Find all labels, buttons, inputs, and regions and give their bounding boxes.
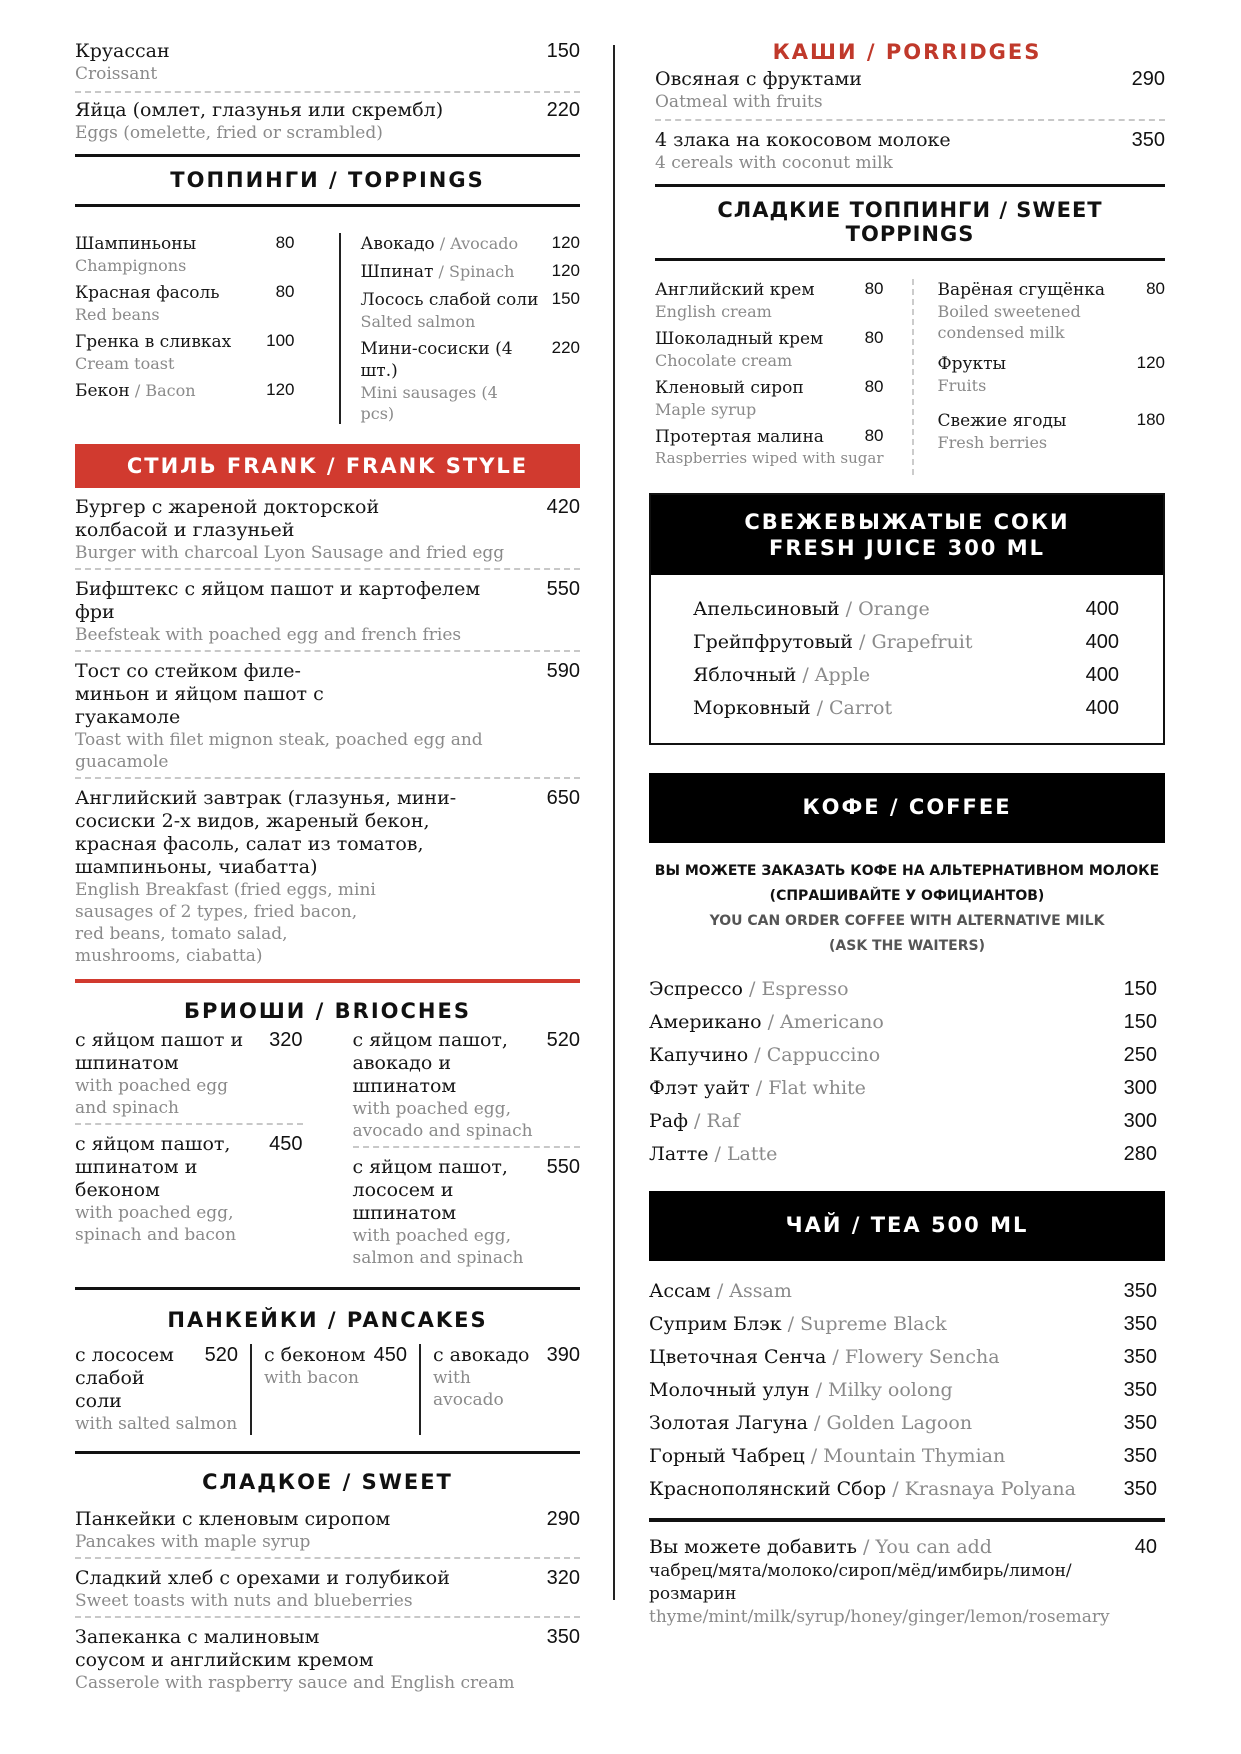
menu-item [75,496,580,570]
item-name-ru: Тост со стейком филе-миньон и яйцом пашот с гуакамоле [75,660,324,728]
item-name-en: English cream [655,302,772,321]
topping-item: Шпинат / Spinach 120 [360,261,580,282]
item-name-ru: Эспрессо [649,978,743,1000]
item-name-en: Pancakes with maple syrup [75,1532,311,1552]
menu-item [75,1029,303,1125]
menu-item [75,1344,252,1435]
item-price: 80 [275,233,295,252]
menu-item: Американо / Americano 150 [649,1006,1157,1039]
menu-item [75,40,580,93]
pancakes-row [75,1344,580,1435]
item-name-en: Bacon [145,381,196,400]
item-price: 350 [1123,1379,1157,1401]
topping-item [75,282,295,325]
item-price: 400 [1085,697,1119,719]
item-name-en: Toast with filet mignon steak, poached egg and guacamole [75,730,483,772]
item-price: 650 [546,787,580,809]
menu-item [421,1344,580,1435]
item-price: 280 [1123,1143,1157,1165]
menu-item: Морковный / Carrot 400 [693,692,1119,725]
item-name-ru: Бургер с жареной докторской колбасой и глазуньей [75,496,380,541]
juice-title-ru: СВЕЖЕВЫЖАТЫЕ СОКИ [744,510,1070,534]
menu-item [75,652,580,779]
item-price: 300 [1123,1077,1157,1099]
item-price: 350 [546,1626,580,1648]
item-name-en: 4 cereals with coconut milk [655,153,893,173]
item-price: 150 [1123,1011,1157,1033]
item-name-ru: Флэт уайт [649,1077,750,1099]
item-name-ru: Молочный улун [649,1379,810,1401]
item-name-en: Flat white [768,1077,866,1099]
item-price: 250 [1123,1044,1157,1066]
topping-item: Авокадо / Avocado 120 [360,233,580,254]
item-name-ru: с лососем слабой соли [75,1344,174,1412]
item-price: 290 [546,1508,580,1530]
item-name-ru: Латте [649,1143,709,1165]
brioches-col-1 [75,1029,353,1273]
item-name-ru: Горный Чабрец [649,1445,805,1467]
item-name-ru: с яйцом пашот, лососем и шпинатом [352,1156,508,1224]
topping-item [361,338,581,424]
coffee-note-ru-2: (СПРАШИВАЙТЕ У ОФИЦИАНТОВ) [769,888,1045,904]
item-name-ru: Бифштекс с яйцом пашот и картофелем фри [75,578,481,623]
menu-item [75,1508,580,1559]
item-name-ru: Шпинат [360,262,434,282]
addon-list-ru: чабрец/мята/молоко/сироп/мёд/имбирь/лимон/розмарин [649,1561,1072,1604]
item-name-en: Croissant [75,64,158,84]
item-name-ru: Морковный [693,697,811,719]
section-title-juice [651,495,1163,575]
item-name-en: Chocolate cream [655,351,793,370]
coffee-note-en-1: YOU CAN ORDER COFFEE WITH ALTERNATIVE MILK [709,913,1105,929]
topping-item [655,426,884,469]
item-name-en: Mini sausages (4 pcs) [360,383,498,423]
item-name-ru: с яйцом пашот, шпинатом и беконом [75,1133,231,1201]
sweet-toppings-col-2 [914,279,1166,475]
item-name-ru: Золотая Лагуна [649,1412,808,1434]
item-price: 220 [546,99,580,121]
menu-item: Апельсиновый / Orange 400 [693,593,1119,626]
coffee-items [649,973,1165,1171]
item-price: 100 [266,331,295,350]
item-name-en: Milky oolong [828,1379,953,1401]
menu-item: Горный Чабрец / Mountain Thymian 350 [649,1440,1157,1473]
section-title-pancakes: ПАНКЕЙКИ / PANCAKES [75,1287,580,1336]
menu-item [75,570,580,652]
item-name-ru: Мини-сосиски (4 шт.) [360,339,513,381]
item-price: 400 [1085,598,1119,620]
item-price: 350 [1123,1478,1157,1500]
menu-item [353,1029,581,1148]
sweet-items [75,1508,580,1698]
item-name-ru: Красная фасоль [75,283,220,303]
column-divider [613,45,615,1600]
toppings-grid [75,233,580,430]
item-name-ru: Ассам [649,1280,711,1302]
section-title-toppings: ТОППИНГИ / TOPPINGS [75,154,580,207]
item-price: 80 [1146,279,1165,298]
item-price: 350 [1123,1346,1157,1368]
item-name-en: with poached egg and spinach [75,1076,229,1118]
item-price: 290 [1131,68,1165,90]
menu-item [75,1125,303,1250]
menu-item [353,1148,581,1273]
topping-item [75,233,295,276]
item-name-en: Raf [706,1110,740,1132]
topping-item [75,331,295,374]
section-title-frank: СТИЛЬ FRANK / FRANK STYLE [75,444,580,488]
item-price: 520 [546,1029,580,1051]
item-name-ru: Раф [649,1110,688,1132]
item-name-ru: Лосось слабой соли [360,290,539,310]
item-price: 400 [1085,664,1119,686]
addon-line: Вы можете добавить / You can add 40 [649,1536,1157,1558]
item-name-en: Burger with charcoal Lyon Sausage and fried egg [75,543,505,563]
item-name-en: Apple [814,664,871,686]
item-name-en: Espresso [761,978,849,1000]
item-name-en: with poached egg, spinach and bacon [75,1203,237,1245]
item-name-ru: Апельсиновый [693,598,840,620]
item-price: 390 [546,1344,580,1366]
item-name-en: Flowery Sencha [844,1346,1000,1368]
item-name-en: Mountain Thymian [823,1445,1006,1467]
item-name-ru: Бекон [75,381,130,401]
addon-label-en: You can add [875,1536,992,1558]
item-price: 40 [1134,1536,1157,1558]
topping-item [655,279,884,322]
item-name-en: Sweet toasts with nuts and blueberries [75,1591,413,1611]
item-name-ru: Фрукты [937,354,1007,374]
menu-item: Флэт уайт / Flat white 300 [649,1072,1157,1105]
item-name-en: Supreme Black [800,1313,947,1335]
topping-item [938,279,1166,343]
sweet-toppings-col-1 [655,279,914,475]
menu-item [75,1559,580,1618]
item-price: 120 [1136,353,1165,372]
addon-label-ru: Вы можете добавить [649,1536,857,1558]
item-name-ru: с яйцом пашот, авокадо и шпинатом [352,1029,508,1097]
menu-item: Эспрессо / Espresso 150 [649,973,1157,1006]
menu-item: Латте / Latte 280 [649,1138,1157,1171]
item-price: 120 [266,380,295,399]
item-price: 80 [864,328,884,347]
item-name-en: English Breakfast (fried eggs, mini sausages of 2 types, fried bacon, red beans, tomato salad, mushrooms, ciabatta) [75,880,376,966]
item-name-ru: Американо [649,1011,762,1033]
item-name-en: with poached egg, avocado and spinach [352,1099,533,1141]
item-name-ru: Гренка в сливках [75,332,232,352]
item-price: 180 [1136,410,1165,429]
item-name-en: Avocado [450,234,519,253]
item-name-en: Champignons [75,256,187,275]
item-name-en: Boiled sweetened condensed milk [937,302,1081,342]
item-name-en: with bacon [264,1368,359,1388]
section-title-tea: ЧАЙ / TEA 500 ML [649,1191,1165,1261]
item-price: 550 [546,1156,580,1178]
item-name-ru: Грейпфрутовый [693,631,853,653]
item-price: 520 [204,1344,238,1366]
item-name-en: Casserole with raspberry sauce and English cream [75,1673,515,1693]
item-name-en: Cream toast [75,354,175,373]
item-name-en: Orange [858,598,930,620]
item-name-en: Salted salmon [360,312,476,331]
addon-list-en: thyme/mint/milk/syrup/honey/ginger/lemon/rosemary [649,1607,1110,1627]
tea-items [649,1261,1165,1518]
item-name-ru: 4 злака на кокосовом молоке [655,129,951,151]
item-price: 120 [551,261,580,280]
menu-item: Яблочный / Apple 400 [693,659,1119,692]
right-column [649,40,1165,1628]
sweet-toppings-grid [649,279,1165,475]
menu-item: Молочный улун / Milky oolong 350 [649,1374,1157,1407]
item-price: 80 [864,279,884,298]
section-title-porridges: КАШИ / PORRIDGES [772,40,1042,64]
menu-item [252,1344,421,1435]
item-name-ru: Яблочный [693,664,797,686]
item-name-ru: Авокадо [360,234,435,254]
tea-addon [649,1518,1165,1628]
item-name-en: Raspberries wiped with sugar [655,449,884,467]
menu-item: Золотая Лагуна / Golden Lagoon 350 [649,1407,1157,1440]
juice-box [649,493,1165,745]
brioches-col-2 [353,1029,581,1273]
item-name-en: Spinach [449,262,515,281]
menu-item: Краснополянский Сбор / Krasnaya Polyana 350 [649,1473,1157,1506]
item-name-ru: Варёная сгущёнка [937,280,1106,300]
juice-title-en: FRESH JUICE 300 ML [768,536,1046,560]
section-title-sweet: СЛАДКОЕ / SWEET [75,1451,580,1498]
menu-item [655,121,1165,184]
topping-item [938,353,1166,396]
item-price: 590 [546,660,580,682]
item-name-en: Red beans [75,305,160,324]
item-name-en: with salted salmon [75,1414,238,1434]
frank-items [75,496,580,979]
porridge-items [649,68,1165,184]
item-price: 320 [269,1029,303,1051]
item-name-en: Maple syrup [655,400,757,419]
item-name-en: with poached egg, salmon and spinach [352,1226,524,1268]
topping-item [938,410,1166,453]
item-name-en: Oatmeal with fruits [655,92,823,112]
item-name-ru: Шоколадный крем [655,329,824,349]
section-title-brioches: БРИОШИ / BRIOCHES [184,999,471,1023]
item-price: 400 [1085,631,1119,653]
item-name-ru: с авокадо [433,1344,530,1366]
item-name-ru: Свежие ягоды [937,411,1067,431]
item-price: 420 [546,496,580,518]
topping-item: Бекон / Bacon 120 [75,380,295,401]
item-name-en: Krasnaya Polyana [904,1478,1076,1500]
item-name-ru: Краснополянский Сбор [649,1478,887,1500]
item-name-en: Cappuccino [766,1044,881,1066]
item-price: 350 [1123,1445,1157,1467]
item-price: 450 [269,1133,303,1155]
coffee-note-en-2: (ASK THE WAITERS) [829,938,985,954]
item-name-en: Golden Lagoon [826,1412,973,1434]
item-price: 350 [1123,1412,1157,1434]
topping-item [655,328,884,371]
item-name-en: Eggs (omelette, fried or scrambled) [75,123,383,143]
item-name-ru: Цветочная Сенча [649,1346,827,1368]
item-price: 150 [551,289,580,308]
item-name-ru: Английский крем [655,280,815,300]
item-price: 150 [1123,978,1157,1000]
brioches-grid [75,1029,580,1273]
topping-item [655,377,884,420]
item-name-ru: Кленовый сироп [655,378,804,398]
coffee-note-ru-1: ВЫ МОЖЕТЕ ЗАКАЗАТЬ КОФЕ НА АЛЬТЕРНАТИВНОМ МОЛОКЕ [654,863,1160,879]
juice-items [651,575,1163,743]
menu-item [655,68,1165,121]
item-name-ru: с беконом [264,1344,366,1366]
toppings-col-2 [341,233,581,430]
item-name-en: Latte [726,1143,778,1165]
menu-item [75,779,580,979]
item-name-en: Fresh berries [937,433,1048,452]
item-price: 220 [551,338,580,357]
item-price: 320 [546,1567,580,1589]
item-name-en: Fruits [937,376,987,395]
item-name-ru: Суприм Блэк [649,1313,782,1335]
item-name-ru: Запеканка с малиновым соусом и английским кремом [75,1626,374,1671]
item-name-en: Grapefruit [871,631,973,653]
section-title-coffee: КОФЕ / COFFEE [649,773,1165,843]
item-name-ru: Капучино [649,1044,749,1066]
topping-item [361,289,581,332]
menu-item: Раф / Raf 300 [649,1105,1157,1138]
menu-item [75,93,580,154]
section-title-sweet-toppings: СЛАДКИЕ ТОППИНГИ / SWEET TOPPINGS [655,184,1165,261]
item-name-en: Americano [780,1011,884,1033]
item-price: 80 [275,282,295,301]
item-name-en: with avocado [433,1368,504,1410]
menu-item: Капучино / Cappuccino 250 [649,1039,1157,1072]
menu-item: Ассам / Assam 350 [649,1275,1157,1308]
menu-item: Суприм Блэк / Supreme Black 350 [649,1308,1157,1341]
item-price: 80 [864,426,884,445]
menu-item [75,1618,580,1698]
item-name-ru: Протертая малина [655,427,824,447]
item-price: 300 [1123,1110,1157,1132]
item-name-ru: Шампиньоны [75,234,197,254]
item-price: 350 [1123,1280,1157,1302]
item-name-ru: Сладкий хлеб с орехами и голубикой [75,1567,450,1589]
item-price: 350 [1131,129,1165,151]
item-price: 150 [546,40,580,62]
menu-item: Грейпфрутовый / Grapefruit 400 [693,626,1119,659]
item-price: 120 [551,233,580,252]
item-name-ru: Английский завтрак (глазунья, мини-сосиски 2-х видов, жареный бекон, красная фасоль, салат из томатов, шампиньоны, чиабатта) [75,787,457,878]
item-name-ru: Яйца (омлет, глазунья или скрембл) [75,99,444,121]
item-name-ru: Панкейки с кленовым сиропом [75,1508,391,1530]
item-name-en: Assam [729,1280,792,1302]
item-name-en: Beefsteak with poached egg and french fries [75,625,462,645]
item-name-ru: Круассан [75,40,170,62]
item-name-en: Carrot [829,697,893,719]
menu-item: Цветочная Сенча / Flowery Sencha 350 [649,1341,1157,1374]
item-price: 350 [1123,1313,1157,1335]
left-column [75,40,580,1698]
toppings-col-1 [75,233,319,430]
item-name-ru: Овсяная с фруктами [655,68,862,90]
item-price: 80 [864,377,884,396]
item-price: 450 [373,1344,407,1366]
item-name-ru: с яйцом пашот и шпинатом [75,1029,244,1074]
coffee-note [649,843,1165,973]
item-price: 550 [546,578,580,600]
